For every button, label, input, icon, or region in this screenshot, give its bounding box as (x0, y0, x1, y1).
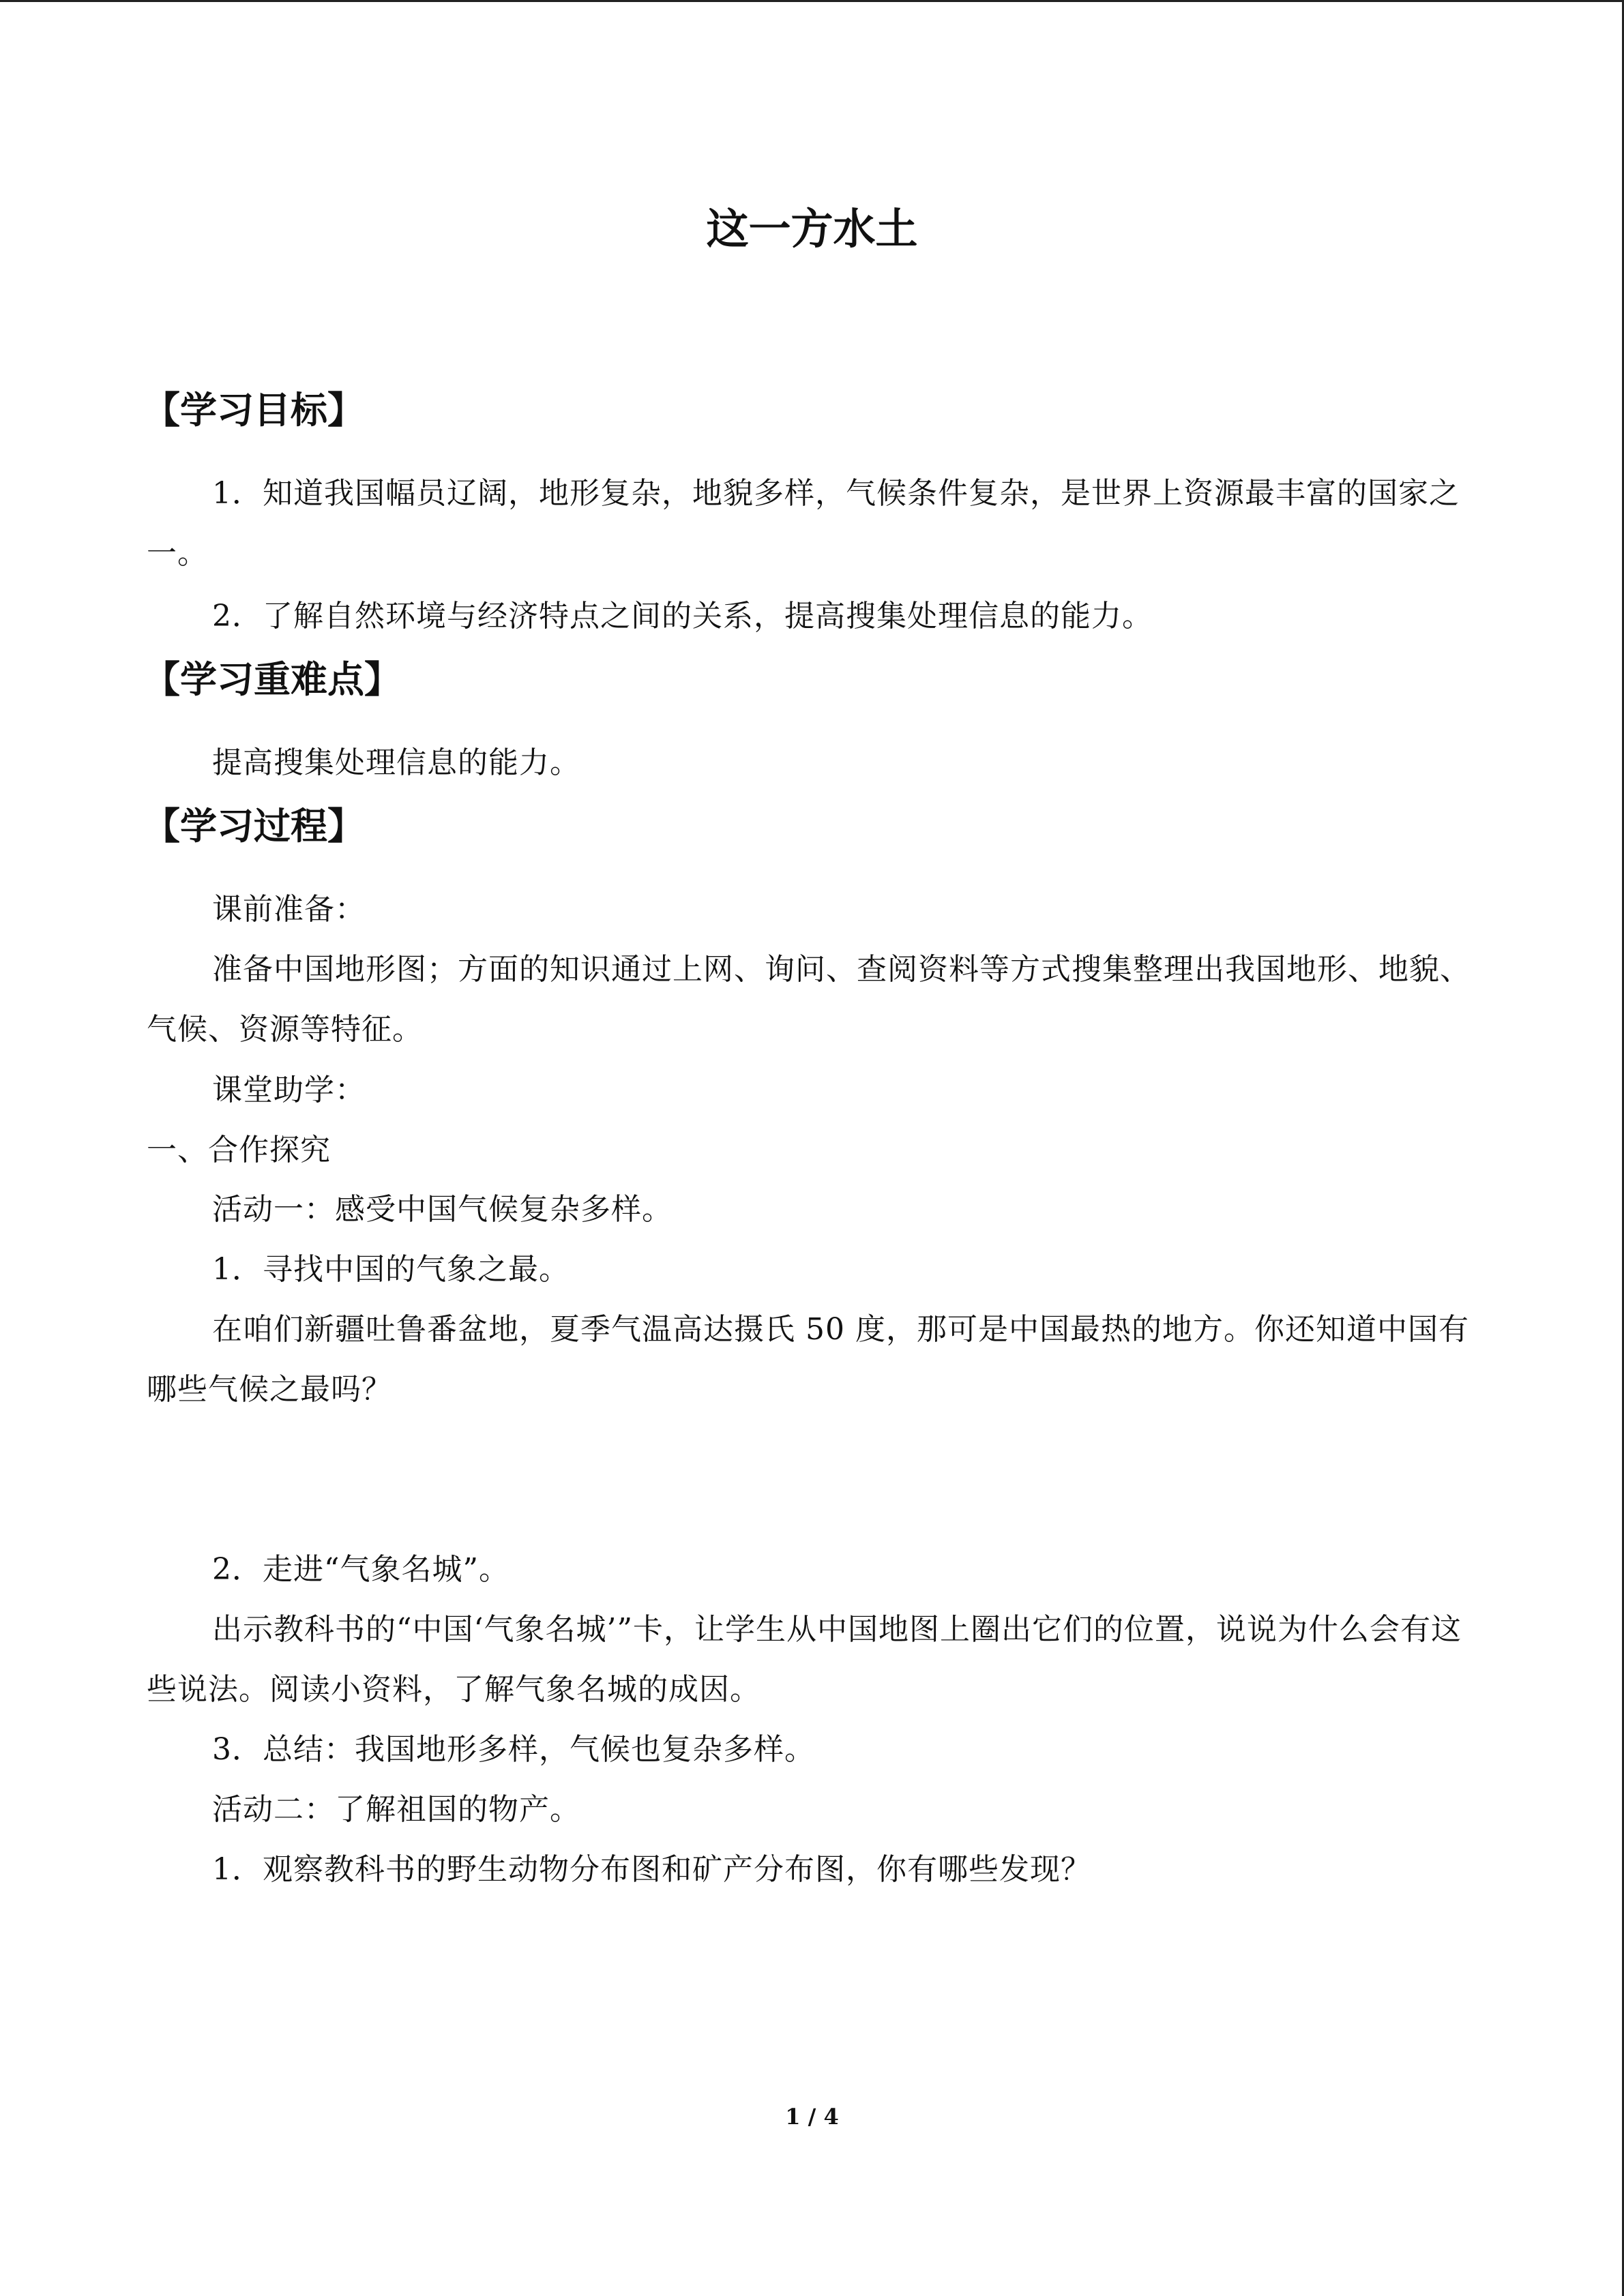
page-number: 1 / 4 (785, 2104, 839, 2130)
heading-objectives: 【学习目标】 (143, 389, 364, 432)
document-title: 这一方水土 (706, 204, 918, 254)
activity2-item1: 1．观察教科书的野生动物分布图和矿产分布图，你有哪些发现？ (212, 1852, 1091, 1887)
activity1-item2: 2．走进“气象名城”。 (212, 1552, 510, 1587)
part1-heading: 一、合作探究 (147, 1133, 331, 1167)
activity1-item1-text: 在咱们新疆吐鲁番盆地，夏季气温高达摄氏 50 度，那可是中国最热的地方。你还知道中国有哪些气候之最吗？ (147, 1312, 1469, 1407)
activity2-title: 活动二：了解祖国的物产。 (212, 1792, 580, 1827)
activity1-item1: 1．寻找中国的气象之最。 (212, 1252, 570, 1287)
heading-key-points: 【学习重难点】 (143, 658, 401, 701)
page-border-top (0, 0, 1624, 2)
prep-label: 课前准备： (212, 892, 366, 927)
prep-text: 准备中国地形图；方面的知识通过上网、询问、查阅资料等方式搜集整理出我国地形、地貌、气候、资源等特征。 (147, 952, 1471, 1047)
activity1-item3: 3．总结：我国地形多样，气候也复杂多样。 (212, 1732, 815, 1767)
key-points-text: 提高搜集处理信息的能力。 (212, 745, 580, 780)
heading-process: 【学习过程】 (143, 805, 364, 848)
objectives-item-1: 1．知道我国幅员辽阔，地形复杂，地貌多样，气候条件复杂，是世界上资源最丰富的国家之一。 (147, 476, 1460, 571)
objectives-item-2: 2．了解自然环境与经济特点之间的关系，提高搜集处理信息的能力。 (212, 599, 1153, 633)
activity1-item2-text: 出示教科书的“中国‘气象名城’”卡，让学生从中国地图上圈出它们的位置，说说为什么会有这些说法。阅读小资料，了解气象名城的成因。 (147, 1612, 1462, 1707)
class-label: 课堂助学： (212, 1073, 366, 1107)
activity1-title: 活动一：感受中国气候复杂多样。 (212, 1192, 673, 1227)
